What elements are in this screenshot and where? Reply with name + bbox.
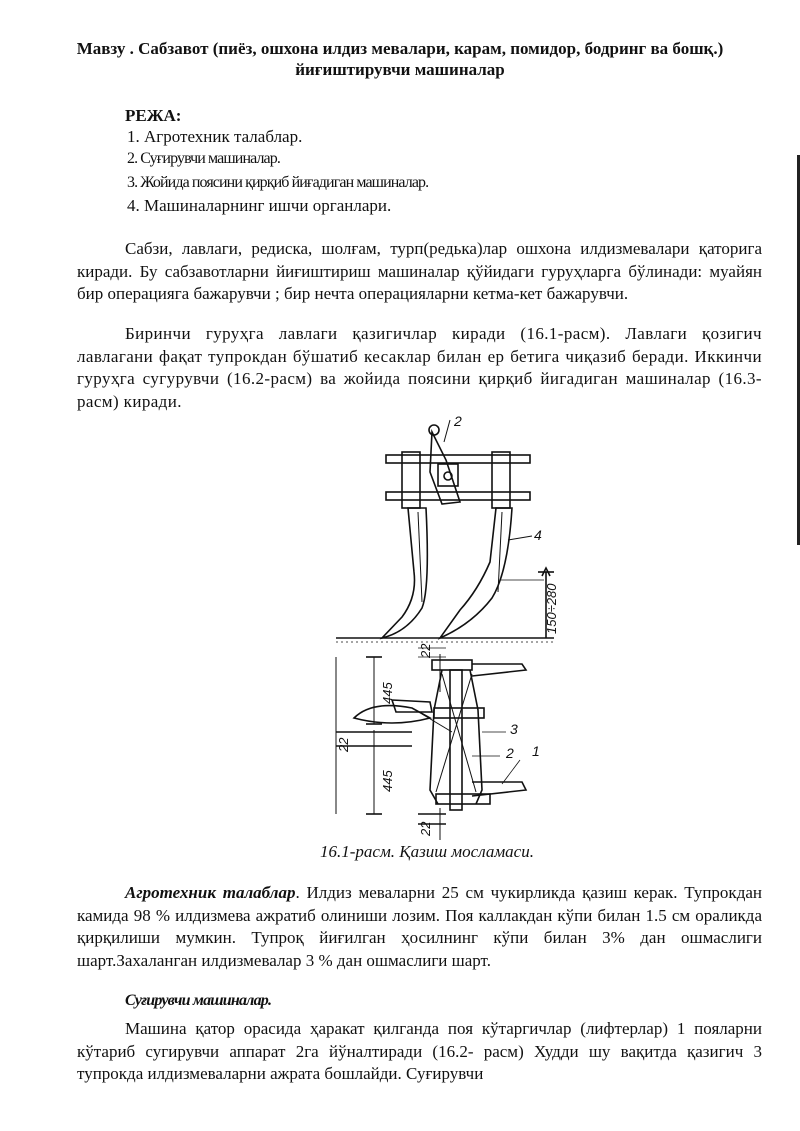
plan-heading: РЕЖА: <box>125 106 182 125</box>
page-title: Мавзу . Сабзавот (пиёз, ошхона илдиз мевалари, карам, помидор, бодринг ва бошқ.) йиғиштирувчи машиналар <box>76 39 724 79</box>
figure-label-3: 3 <box>510 721 518 737</box>
figure-caption: 16.1-расм. Қазиш мосламаси. <box>320 842 534 861</box>
plan-item-4: 4. Машиналарнинг ишчи органлари. <box>127 196 392 215</box>
wheel-bracket-top <box>472 664 526 676</box>
paragraph-groups: Биринчи гуруҳга лавлаги қазигичлар киради (16.1-расм). Лавлаги қозигич лавлагани фақат тупрокдан бўшатиб кесаклар билан ер бетига чиқазиб беради. Иккинчи гуруҳга сугурувчи (16.2-расм) ва жойида поясини қирқиб йигадиган машиналар (16.3-расм) киради. <box>77 324 762 411</box>
frame-bar-top <box>386 455 530 463</box>
plan-item-2: 2. Суғирувчи машиналар. <box>127 150 280 167</box>
beam-top <box>432 660 472 670</box>
paragraph-intro: Сабзи, лавлаги, редиска, шолғам, турп(редька)лар ошхона илдизмевалари қаторига киради. Бу сабзавотларни йиғиштириш машиналар қўйидаги гуруҳларга бўлинади: муайян бир операцияга бажарувчи ; бир нечта операцияларни кетма-кет бажарувчи. <box>77 239 762 303</box>
figure-label-445-a: 445 <box>380 682 395 704</box>
figure-label-gap-22-b: 22 <box>418 821 433 836</box>
figure-label-445-b: 445 <box>380 770 395 792</box>
figure-label-2-bottom: 2 <box>506 745 514 761</box>
figure-label-1: 1 <box>532 743 540 759</box>
section-subheading: Суғирувчи машиналар. <box>125 992 272 1009</box>
requirements-lead: Агротехник талаблар <box>125 883 296 902</box>
hitch-arm <box>430 432 460 504</box>
paragraph-requirements <box>77 882 762 972</box>
figure-label-22-left: 22 <box>336 737 351 752</box>
requirements-text: . Илдиз меваларни 25 см чукирликда қазиш керак. Тупрокдан камида 98 % илдизмева ажратиб олиниши лозим. Поя каллакдан кўпи билан 1.5 см ораликда қирқилиши мумкин. Тупроқ йиғилган ҳосилнинг кўпи билан 3% дан ошмаслиги шарт.Захаланган илдизмевалар 3 % дан ошмаслиги шарт. <box>77 883 762 970</box>
figure-label-gap-22-a: 22 <box>418 643 433 658</box>
paragraph-machines: Машина қатор орасида ҳаракат қилганда поя кўтаргичлар (лифтерлар) 1 пояларни кўтариб сугирувчи аппарат 2га йўналтиради (16.2- расм) Худди шу вақитда қазигич 3 тупрокда илдизмеваларни ажрата бошлайди. Суғирувчи <box>77 1019 762 1083</box>
plan-item-3: 3. Жойида поясини қирқиб йиғадиган машиналар. <box>127 174 429 191</box>
digger-drawing <box>322 412 568 842</box>
frame-right-rail <box>470 670 482 804</box>
figure-label-2-top: 2 <box>454 413 462 429</box>
digger-figure <box>322 412 568 842</box>
plan-item-1: 1. Агротехник талаблар. <box>127 127 303 146</box>
figure-label-4: 4 <box>534 527 542 543</box>
figure-label-depth: 150÷280 <box>544 583 559 634</box>
share-outline <box>354 706 430 723</box>
